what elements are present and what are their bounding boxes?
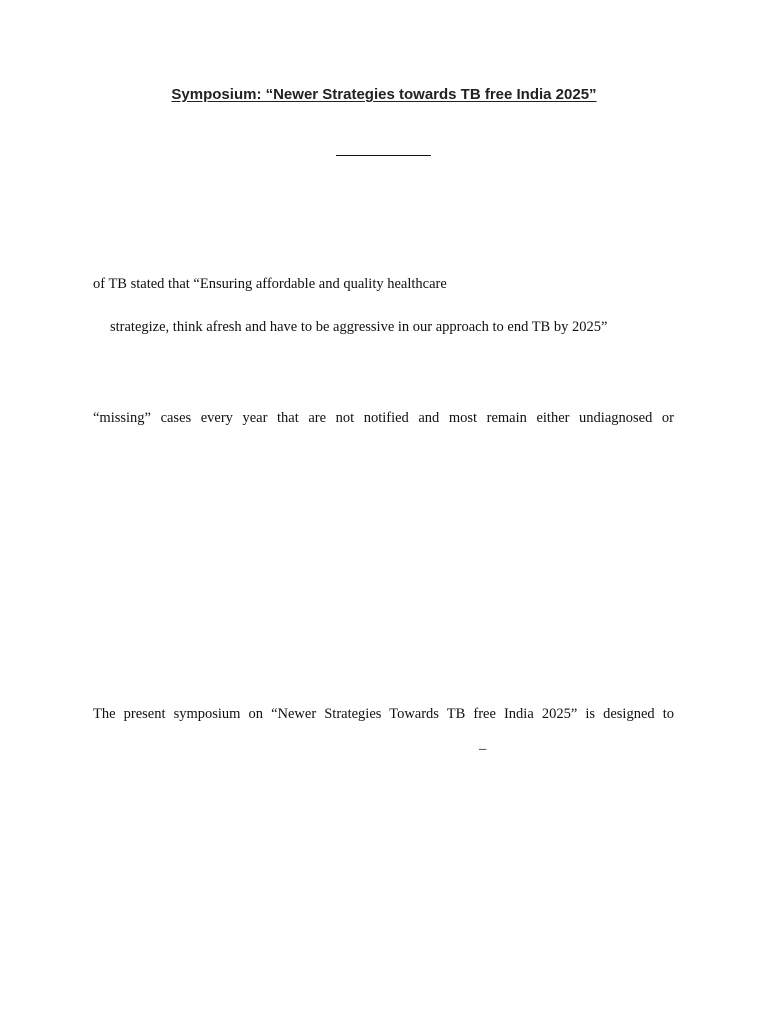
horizontal-rule	[336, 155, 431, 156]
page-title: Symposium: “Newer Strategies towards TB free India 2025”	[171, 86, 597, 103]
body-line-2: strategize, think afresh and have to be aggressive in our approach to end TB by 2025”	[110, 319, 608, 335]
body-line-4: The present symposium on “Newer Strategies Towards TB free India 2025” is designed to	[93, 706, 674, 722]
dash-mark: –	[479, 741, 487, 757]
body-line-1: of TB stated that “Ensuring affordable and quality healthcare	[93, 276, 447, 292]
body-line-3: “missing” cases every year that are not notified and most remain either undiagnosed or	[93, 410, 674, 426]
